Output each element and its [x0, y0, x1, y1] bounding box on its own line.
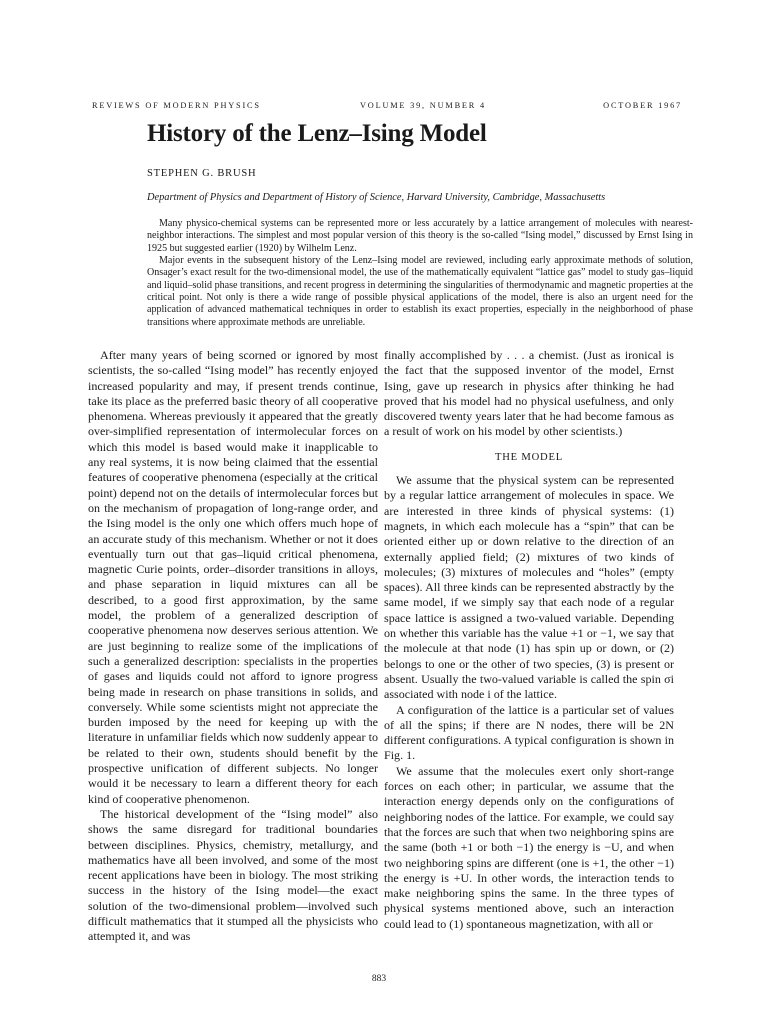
body-paragraph: A configuration of the lattice is a particular set of values of all the spins; if there are N nodes, there will be 2N different configurations. A typical configuration is shown in Fig. 1. [384, 702, 674, 763]
body-column-right [384, 348, 674, 932]
body-paragraph-continued: finally accomplished by . . . a chemist. (Just as ironical is the fact that the supposed inventor of the model, Ernst Ising, gave up research in physics after thinking he had proved that his model had no physical usefulness, and only discovered twenty years later that he had become famous as a result of work on his model by other scientists.) [384, 348, 674, 439]
author-affiliation: Department of Physics and Department of History of Science, Harvard University, Cambridge, Massachusetts [147, 192, 606, 203]
abstract-paragraph: Major events in the subsequent history of the Lenz–Ising model are reviewed, including early approximate methods of solution, Onsager’s exact result for the two-dimensional model, the use of the mathematically equivalent “lattice gas” model to study gas–liquid and liquid–solid phase transitions, and recent progress in determining the singularities of thermodynamic and magnetic properties at the critical point. Not only is there a wide range of possible physical applications of the model, there is also an urgent need for the application of advanced mathematical techniques in order to establish its exact properties, especially in the neighborhood of phase transitions where approximate methods are unreliable. [147, 255, 693, 328]
body-paragraph: We assume that the physical system can be represented by a regular lattice arrangement of molecules in space. We are interested in three kinds of physical systems: (1) magnets, in which each molecule has a “spin” that can be oriented either up or down relative to the direction of an externally applied field; (2) mixtures of two kinds of molecules; (3) mixtures of molecules and “holes” (empty spaces). All three kinds can be represented abstractly by the same model, if we simply say that each node of a regular space lattice is assigned a two-valued variable. Depending on whether this variable has the value +1 or −1, we say that the molecule at that node (1) has spin up or down, or (2) belongs to one or the other of two species, (3) is present or absent. Usually the two-valued variable is called the spin σi associated with node i of the lattice. [384, 473, 674, 702]
page-number: 883 [371, 974, 387, 984]
abstract-paragraph: Many physico-chemical systems can be represented more or less accurately by a lattice arrangement of molecules with nearest-neighbor interactions. The simplest and most popular version of this theory is the so-called “Ising model,” discussed by Ernst Ising in 1925 but suggested earlier (1920) by Wilhelm Lenz. [147, 218, 693, 254]
body-paragraph: After many years of being scorned or ignored by most scientists, the so-called “Ising model” has recently enjoyed increased popularity and may, if present trends continue, take its place as the preferred basic theory of all cooperative phenomena. Whereas previously it appeared that the greatly over-simplified representation of intermolecular forces on which this model is based would make it inapplicable to any real systems, it is now being claimed that the essential features of cooperative phenomena (especially at the critical point) depend not on the details of intermolecular forces but on the mechanism of propagation of long-range order, and the Ising model is the only one which offers much hope of an accurate study of this mechanism. Whether or not it does eventually turn out that gas–liquid critical phenomena, magnetic Curie points, order–disorder transitions in alloys, and phase separation in liquid mixtures can all be described, to a good first approximation, by the same model, the problem of a generalized description of cooperative phenomena now deserves serious attention. We are just beginning to realize some of the implications of such a generalized description: specialists in the properties of gases and liquids could not afford to ignore progress being made in research on phase transitions in solids, and conversely. While some scientists might not appreciate the burden imposed by the need for keeping up with the literature in unfamiliar fields which now suddenly appear to be related to their own, students should benefit by the prospective unification of different subjects. No longer would it be necessary to learn a different theory for each kind of cooperative phenomenon. [88, 348, 378, 806]
body-column-left [88, 348, 378, 945]
author-name: STEPHEN G. BRUSH [147, 168, 257, 179]
body-paragraph: We assume that the molecules exert only short-range forces on each other; in particular, we assume that the interaction energy depends only on the configurations of neighboring nodes of the lattice. For example, we could say that the forces are such that when two neighboring spins are the same (both +1 or both −1) the energy is −U, and when two neighboring spins are different (one is +1, the other −1) the energy is +U. In other words, the interaction tends to make neighboring spins the same. In the three types of physical systems mentioned above, such an interaction could lead to (1) spontaneous magnetization, with all or [384, 763, 674, 931]
journal-name: REVIEWS OF MODERN PHYSICS [92, 101, 261, 110]
issue-date: OCTOBER 1967 [603, 101, 682, 110]
abstract [147, 218, 693, 329]
section-heading: THE MODEL [494, 451, 564, 463]
volume-number: VOLUME 39, NUMBER 4 [360, 101, 486, 110]
running-head [92, 101, 682, 115]
article-title: History of the Lenz–Ising Model [147, 120, 487, 147]
body-paragraph: The historical development of the “Ising model” also shows the same disregard for traditional boundaries between disciplines. Physics, chemistry, metallurgy, and mathematics have all been involved, and some of the most recent applications have been in biology. The most striking success in the history of the Ising model—the exact solution of the two-dimensional problem—involved such difficult mathematics that it stumped all the physicists who attempted it, and was [88, 806, 378, 944]
